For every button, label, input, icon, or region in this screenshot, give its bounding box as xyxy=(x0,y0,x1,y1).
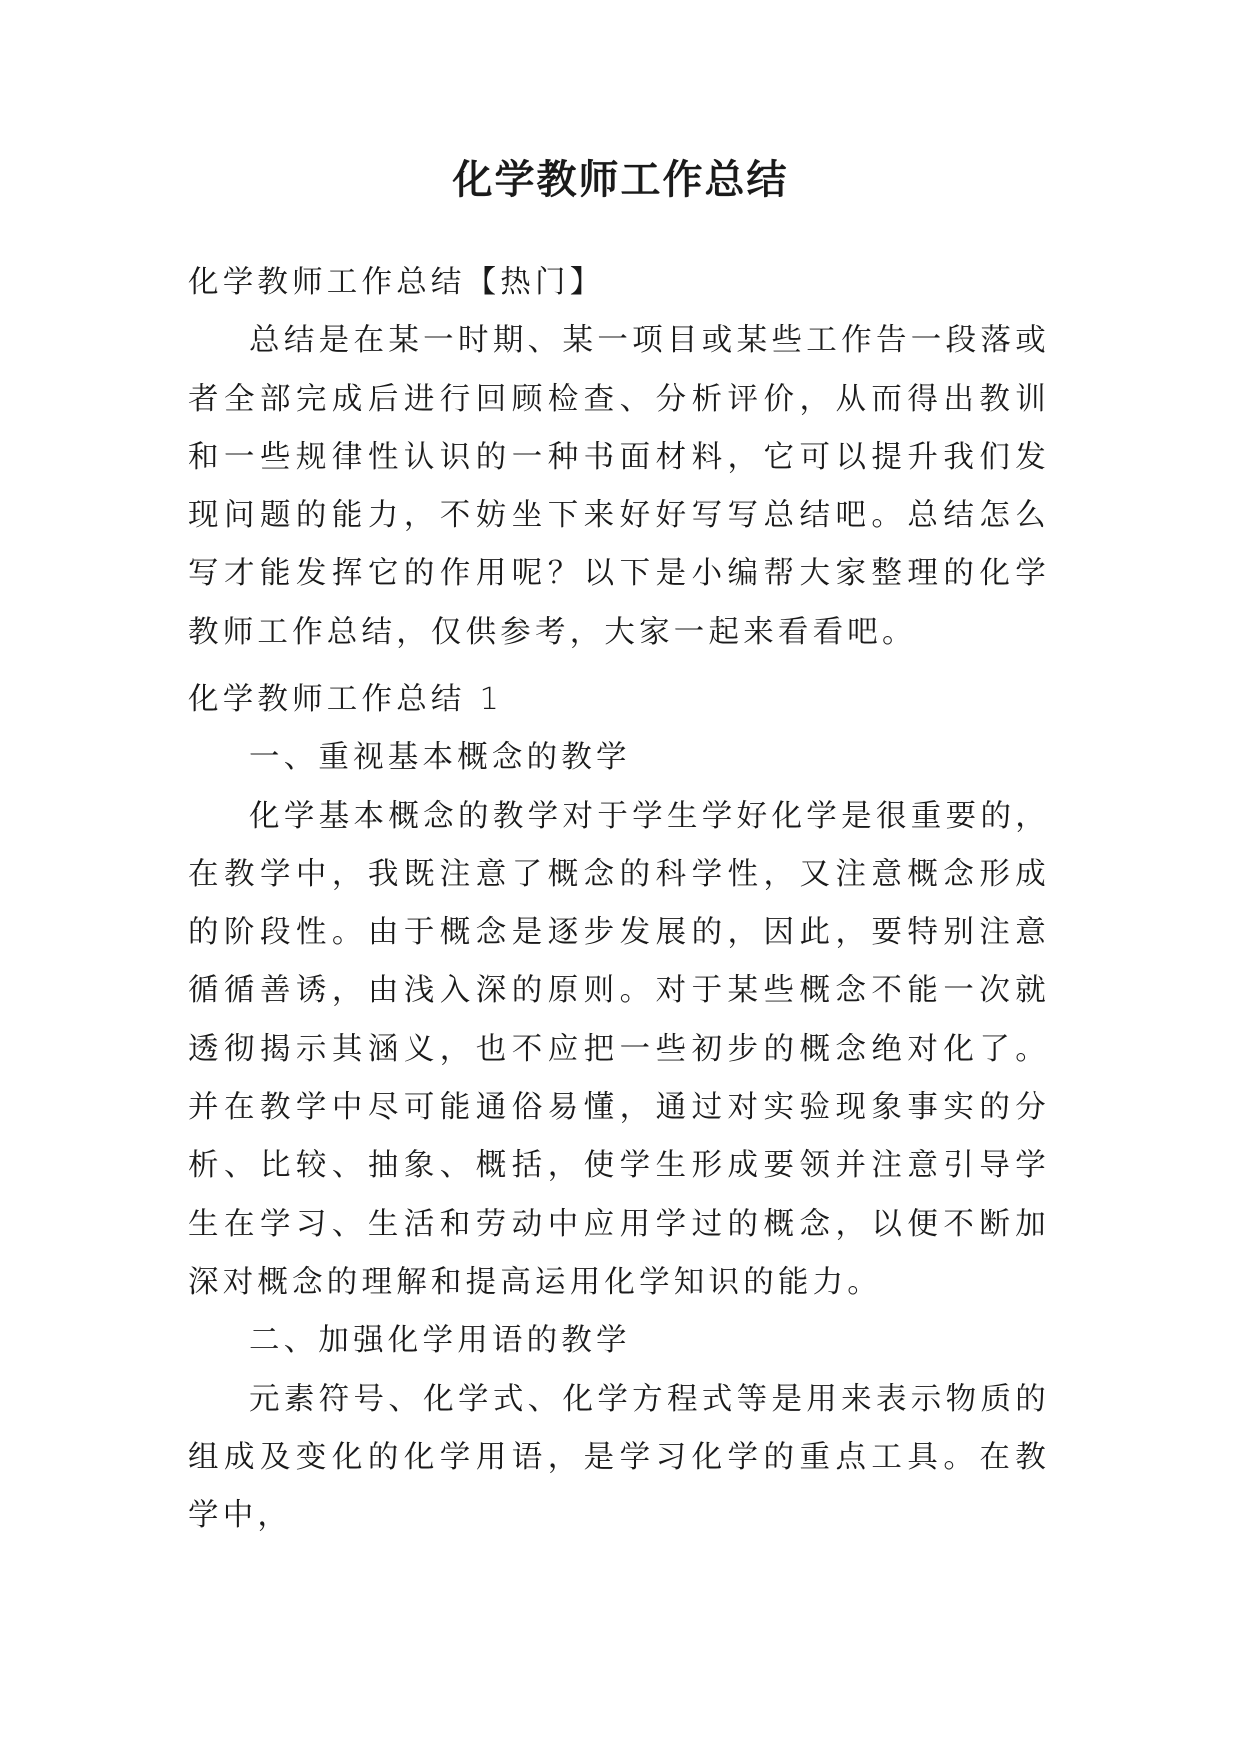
document-title: 化学教师工作总结 xyxy=(452,156,789,203)
section-1-heading: 化学教师工作总结 1 xyxy=(188,682,504,717)
point-2-paragraph: 元素符号、化学式、化学方程式等是用来表示物质的组成及变化的化学用语，是学习化学的重点工具。在教学中， xyxy=(188,1381,1050,1534)
point-2-heading: 二、加强化学用语的教学 xyxy=(249,1323,631,1359)
section-1-block xyxy=(188,671,1050,1545)
point-1-paragraph: 化学基本概念的教学对于学生学好化学是很重要的，在教学中，我既注意了概念的科学性，又注意概念形成的阶段性。由于概念是逐步发展的，因此，要特别注意循循善诱，由浅入深的原则。对于某些概念不能一次就透彻揭示其涵义，也不应把一些初步的概念绝对化了。并在教学中尽可能通俗易懂，通过对实验现象事实的分析、比较、抽象、概括，使学生形成要领并注意引导学生在学习、生活和劳动中应用学过的概念，以便不断加深对概念的理解和提高运用化学知识的能力。 xyxy=(188,798,1050,1300)
intro-block xyxy=(188,254,1050,662)
intro-paragraph: 总结是在某一时期、某一项目或某些工作告一段落或者全部完成后进行回顾检查、分析评价，从而得出教训和一些规律性认识的一种书面材料，它可以提升我们发现问题的能力，不妨坐下来好好写写总结吧。总结怎么写才能发挥它的作用呢？以下是小编帮大家整理的化学教师工作总结，仅供参考，大家一起来看看吧。 xyxy=(188,323,1050,650)
point-1-heading: 一、重视基本概念的教学 xyxy=(249,740,631,776)
document-subtitle: 化学教师工作总结【热门】 xyxy=(188,265,605,300)
